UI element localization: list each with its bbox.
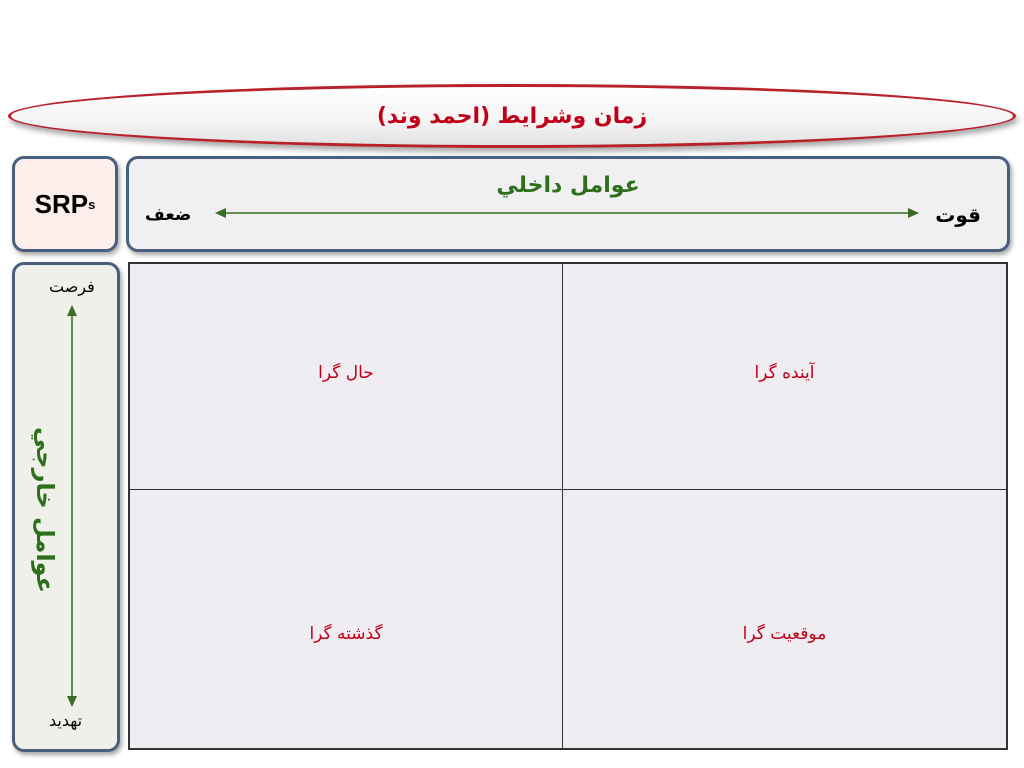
matrix-cell-label: گذشته گرا [309, 624, 383, 644]
title-banner [8, 84, 1016, 148]
srp-subscript: s [88, 196, 96, 212]
matrix-cell-top-right [563, 264, 1006, 490]
matrix-cell-bottom-right [563, 490, 1006, 748]
matrix-cell-label: موقعيت گرا [742, 624, 827, 644]
threat-label: تهديد [49, 711, 83, 730]
weakness-label: ضعف [145, 205, 192, 225]
opportunity-label: فرصت [49, 277, 95, 296]
strength-label: قوت [935, 203, 981, 227]
srp-label-box [12, 156, 118, 252]
srp-label: SRP [34, 188, 89, 219]
external-factors-side [12, 262, 120, 752]
external-factors-title: عوامل خارجي [31, 426, 59, 594]
matrix-cell-label: حال گرا [318, 362, 374, 383]
horizontal-double-arrow [215, 207, 919, 219]
strategy-matrix [128, 262, 1008, 750]
vertical-double-arrow [65, 305, 79, 707]
matrix-cell-label: آينده گرا [754, 362, 815, 383]
diagram-title: زمان وشرايط (احمد وند) [376, 103, 648, 129]
matrix-cell-top-left [130, 264, 563, 490]
matrix-cell-bottom-left [130, 490, 563, 748]
internal-factors-title: عوامل داخلي [496, 173, 640, 198]
internal-factors-header [126, 156, 1010, 252]
